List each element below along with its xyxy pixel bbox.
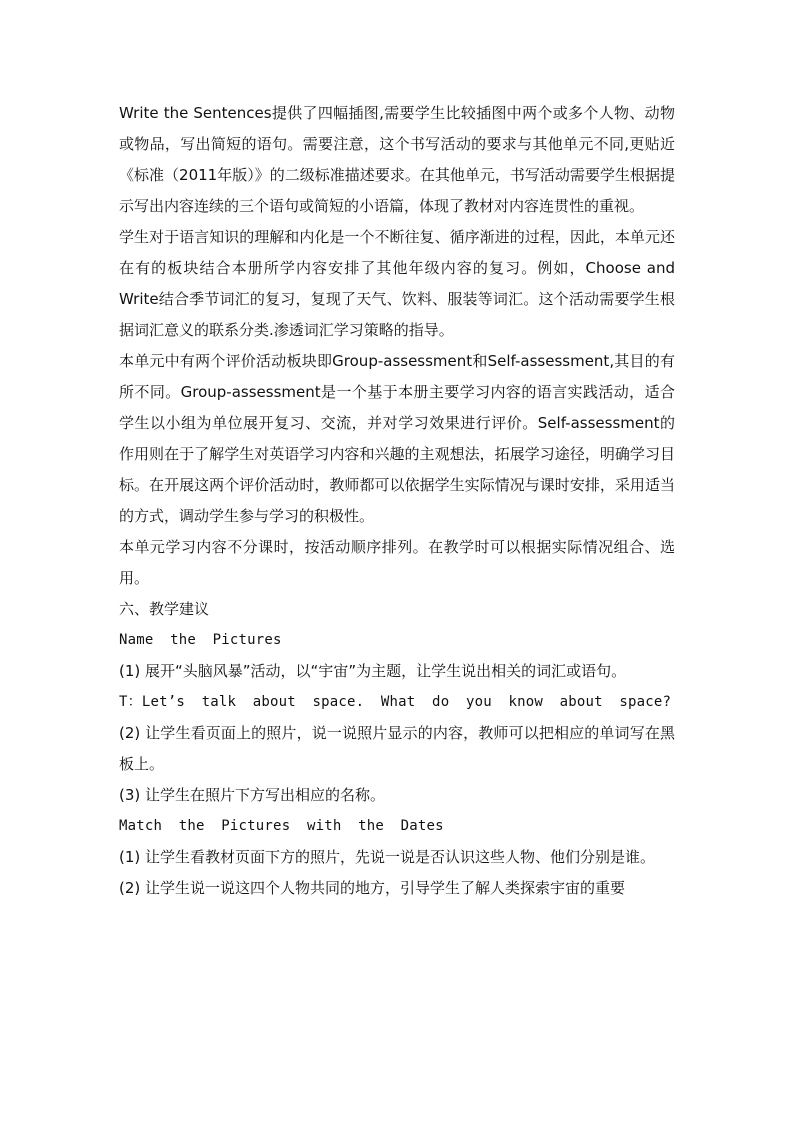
paragraph-write-the-sentences: Write the Sentences提供了四幅插图,需要学生比较插图中两个或多个人物、动物或物品，写出简短的语句。需要注意，这个书写活动的要求与其他单元不同,更贴近《标准（2011年版）》的二级标准描述要求。在其他单元，书写活动需要学生根据提示写出内容连续的三个语句或简短的小语篇，体现了教材对内容连贯性的重视。	[119, 104, 675, 215]
step-2-photos: (2) 让学生看页面上的照片，说一说照片显示的内容，教师可以把相应的单词写在黑板上。	[119, 724, 675, 773]
teacher-dialogue-line: T：Let’s talk about space. What do you know about space?	[119, 694, 672, 710]
step-3-write-names: (3) 让学生在照片下方写出相应的名称。	[119, 786, 386, 804]
subheading-match-pictures-dates: Match the Pictures with the Dates	[119, 818, 444, 834]
paragraph-review: 学生对于语言知识的理解和内化是一个不断往复、循序渐进的过程，因此，本单元还在有的板块结合本册所学内容安排了其他年级内容的复习。例如，Choose and Write结合季节词汇的复习，复现了天气、饮料、服装等词汇。这个活动需要学生根据词汇意义的联系分类.渗透词汇学习策略的指导。	[119, 228, 675, 339]
subheading-name-the-pictures: Name the Pictures	[119, 632, 282, 648]
paragraph-schedule: 本单元学习内容不分课时，按活动顺序排列。在教学时可以根据实际情况组合、选用。	[119, 538, 675, 587]
document-body	[119, 98, 675, 904]
step-2-common-points: (2) 让学生说一说这四个人物共同的地方，引导学生了解人类探索宇宙的重要	[119, 879, 626, 897]
step-1-brainstorm: (1) 展开“头脑风暴”活动，以“宇宙”为主题，让学生说出相关的词汇或语句。	[119, 662, 627, 680]
step-1-recognize-people: (1) 让学生看教材页面下方的照片，先说一说是否认识这些人物、他们分别是谁。	[119, 848, 656, 866]
section-heading-teaching-suggestions: 六、教学建议	[119, 600, 210, 618]
paragraph-assessment: 本单元中有两个评价活动板块即Group-assessment和Self-assessment,其目的有所不同。Group-assessment是一个基于本册主要学习内容的语言实践活动，适合学生以小组为单位展开复习、交流，并对学习效果进行评价。Self-assessment的作用则在于了解学生对英语学习内容和兴趣的主观想法，拓展学习途径，明确学习目标。在开展这两个评价活动时，教师都可以依据学生实际情况与课时安排，采用适当的方式，调动学生参与学习的积极性。	[119, 352, 675, 525]
